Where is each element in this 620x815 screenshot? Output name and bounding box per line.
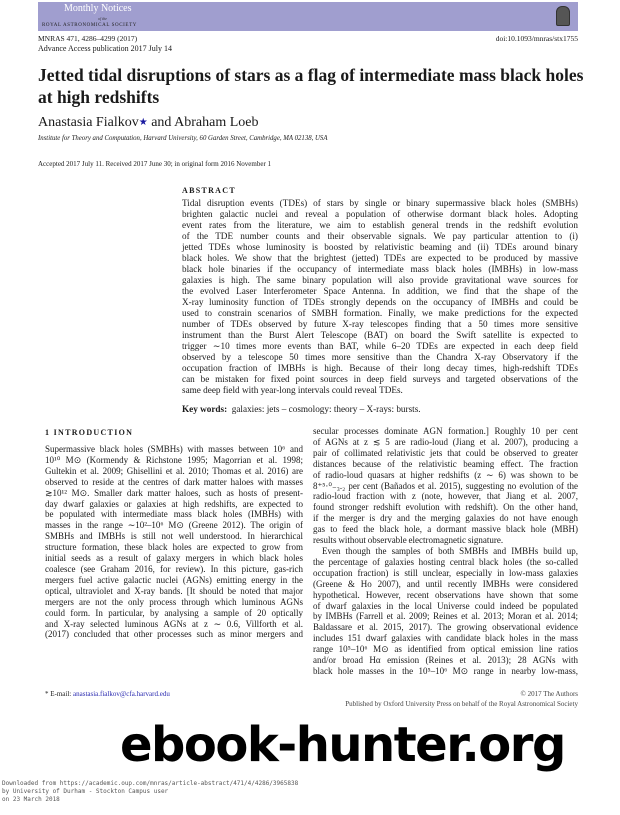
publisher-note: Published by Oxford University Press on behalf of the Royal Astronomical Society xyxy=(345,700,578,708)
text-line: pair of collimated relativistic jets that could be observed to greater xyxy=(313,447,578,458)
text-line: same deep field with year-long intervals could reveal TDEs. xyxy=(182,385,403,395)
text-line: 8⁺⁵·⁰₋₃.₂ per cent (Bañados et al. 2015), suggesting no evolution of the xyxy=(313,480,578,491)
text-line: day dwarf galaxies or galaxies at high redshifts, are expected to xyxy=(45,498,303,509)
abstract-heading: ABSTRACT xyxy=(182,186,236,195)
text-line: the evolved Laser Interferometer Space Antenna. In addition, we find that the shape of the xyxy=(182,286,578,296)
journal-name: Monthly Notices xyxy=(64,3,132,14)
author-2: and Abraham Loeb xyxy=(147,115,259,130)
footnote-label: * E-mail: xyxy=(45,690,73,698)
text-line: secular processes dominate AGN formation.] Roughly 10 per cent xyxy=(313,426,578,436)
text-line: black hole masses in the 10⁵–10⁶ M⊙ range in nearby low-mass, xyxy=(313,665,578,676)
text-line: initial seeds as a result of galaxy mergers in which black holes xyxy=(45,553,303,564)
text-line: ≳10¹² M⊙. Smaller dark matter haloes, such as hosts of present- xyxy=(45,487,303,498)
text-line: and X-ray selected luminous AGNs at z ∼ 0.6, Villforth et al. xyxy=(45,618,303,629)
author-1: Anastasia Fialkov xyxy=(38,115,139,130)
text-line: instrument than the Burst Alert Telescope (BAT) on board the Swift satellite is expected to xyxy=(182,330,578,340)
text-line: found stronger redshift evolution with redshift). On the other hand, xyxy=(313,502,578,513)
journal-of: of the xyxy=(98,16,107,21)
text-line: range 10⁵–10⁶ M⊙ as identified from optical emission line ratios xyxy=(313,644,578,655)
text-line: hypothetical. However, recent observations have shown that some xyxy=(313,589,578,600)
text-line: of dwarf galaxies in the local Universe could indeed be populated xyxy=(313,600,578,611)
text-line: of AGNs at z ≲ 5 are radio-loud (Jiang et al. 2007), producing a xyxy=(313,436,578,447)
text-line: of radio-loud quasars at higher redshifts (z ∼ 6) was shown to be xyxy=(313,469,578,480)
text-line: could form. In particular, by analysing a sample of 20 optically xyxy=(45,607,303,618)
text-line: X-ray luminosity function of TDEs strongly depends on the occupancy of IMBHs and could be xyxy=(182,297,578,307)
text-line: black hole binaries if the occupancy of intermediate mass black holes (IMBHs) in low-mass xyxy=(182,264,578,274)
text-line: mergers fuel active galactic nuclei (AGNs) emitting energy in the xyxy=(45,574,303,585)
text-line: trigger ∼10 times more events than BAT, while 6–20 TDEs are expected in each deep field xyxy=(182,341,578,351)
text-line: observed by a telescope 50 times more sensitive than the Chandra X-ray Observatory if the xyxy=(182,352,578,362)
text-line: masses in the range ∼10²–10⁶ M⊙ (Greene 2012). The origin of xyxy=(45,520,303,531)
text-line: the percentage of galaxies hosting central black holes (the so-called xyxy=(313,556,578,567)
text-line: coalesce (see Graham 2016, for review). In this picture, gas-rich xyxy=(45,563,303,574)
citation: MNRAS 471, 4286–4299 (2017) xyxy=(38,34,138,43)
watermark: ebook-hunter.org xyxy=(120,717,565,773)
affiliation: Institute for Theory and Computation, Harvard University, 60 Garden Street, Cambridge, MA 02138, USA xyxy=(38,135,328,142)
text-line: structure formation, these black holes are expected to grow from xyxy=(45,542,303,553)
text-line: gas to feed the black hole, a dormant massive black hole (MBH) xyxy=(313,524,578,535)
text-line: radio-loud fraction with z (note, however, that Jiang et al. 2007, xyxy=(313,491,578,502)
authors xyxy=(38,115,258,131)
footnote xyxy=(45,690,170,699)
text-line: if the merger is dry and the merging galaxies do not have enough xyxy=(313,513,578,524)
text-line: be populated with intermediate mass black holes (IMBHs) with xyxy=(45,509,303,520)
text-line: Gultekin et al. 2009; Ghisellini et al. 2010; Thomas et al. 2016) are xyxy=(45,465,303,476)
text-line: jetted TDEs whose luminosity is boosted by relativistic beaming and (ii) TDEs around binary xyxy=(182,242,578,252)
text-line: occupation fraction of IMBHs is high. Because of their long decay times, high-redshift TDEs xyxy=(182,363,578,373)
text-line: occupation fraction) is still unclear, especially in low-mass galaxies xyxy=(313,567,578,578)
copyright: © 2017 The Authors xyxy=(520,690,578,698)
text-line: black holes. We show that the brightest (jetted) TDEs are expected to be produced by massive xyxy=(182,253,578,263)
text-line: SMBHs and IMBHs is still not well understood. In hierarchical xyxy=(45,531,303,542)
text-line: Tidal disruption events (TDEs) of stars by single or binary supermassive black holes (SMBHs) xyxy=(182,198,578,208)
text-line: galaxies is high. The same binary population will also provide gravitational wave sources for xyxy=(182,275,578,285)
dates: Accepted 2017 July 11. Received 2017 June 30; in original form 2016 November 1 xyxy=(38,160,272,168)
text-line: Supermassive black holes (SMBHs) with masses between 10⁶ and xyxy=(45,444,303,454)
keywords-text: galaxies: jets – cosmology: theory – X-rays: bursts. xyxy=(231,404,421,414)
corresponding-star-icon[interactable]: ★ xyxy=(138,117,148,128)
text-line: and/or broad Hα emission (Reines et al. 2013); 28 AGNs with xyxy=(313,655,578,666)
text-line: Even though the samples of both SMBHs and IMBHs build up, xyxy=(322,545,578,556)
advance-access: Advance Access publication 2017 July 14 xyxy=(38,44,172,53)
society-crest-icon xyxy=(556,6,570,26)
keywords-label: Key words: xyxy=(182,404,228,414)
doi: doi:10.1093/mnras/stx1755 xyxy=(495,34,578,43)
text-line: of the TDE number counts and their observable signals. We pay particular attention to (i) xyxy=(182,231,578,241)
journal-banner xyxy=(38,2,578,31)
text-line: optical, ultraviolet and X-ray bands. [It should be noted that major xyxy=(45,585,303,596)
text-line: (2017) concluded that other processes such as minor mergers and xyxy=(45,629,303,640)
text-line: mergers are not the only process through which luminous AGNs xyxy=(45,596,303,607)
text-line: observed to reside at the centres of dark matter haloes with masses xyxy=(45,476,303,487)
section-heading: 1 INTRODUCTION xyxy=(45,428,134,437)
text-line: can be mistaken for fixed point sources in deep field surveys and targeted observations of the xyxy=(182,374,578,384)
text-line: (Greene & Ho 2007), and until recently IMBHs were considered xyxy=(313,578,578,589)
abstract-text xyxy=(182,198,578,396)
text-line: brighten galactic nuclei and reveal a population of otherwise dormant black holes. Adopting xyxy=(182,209,578,219)
society-name: ROYAL ASTRONOMICAL SOCIETY xyxy=(42,23,137,28)
text-line: distances because of the relativistic beaming effect. The fraction xyxy=(313,458,578,469)
email-link[interactable]: anastasia.fialkov@cfa.harvard.edu xyxy=(73,690,170,698)
left-column xyxy=(45,444,303,640)
text-line: includes 151 dwarf galaxies with candidate black holes in the mass xyxy=(313,633,578,644)
text-line: Baldassare et al. 2015, 2017). The growing observational evidence xyxy=(313,622,578,633)
text-line: number of TDEs observed by future X-ray telescopes finding that a 50 times more sensitive xyxy=(182,319,578,329)
text-line: 10¹⁰ M⊙ (Kormendy & Richstone 1995; Magorrian et al. 1998; xyxy=(45,454,303,465)
text-line: event rates from the literature, we aim to establish general trends in the redshift evolution xyxy=(182,220,578,230)
download-note: Downloaded from https://academic.oup.com/mnras/article-abstract/471/4/4286/3965838 by University of Durham - Stockton Campus user on 23 March 2018 xyxy=(2,780,299,803)
text-line: by IMBHs (Farrell et al. 2009; Reines et al. 2013; Moran et al. 2014; xyxy=(313,611,578,622)
keywords xyxy=(182,404,421,415)
text-line: results without observable electromagnetic signature. xyxy=(313,535,504,546)
paper-title: Jetted tidal disruptions of stars as a flag of intermediate mass black holes at high redshifts xyxy=(38,65,584,107)
text-line: used to constrain scenarios of SMBH formation. Finally, we make predictions for the expected xyxy=(182,308,578,318)
right-column xyxy=(313,426,578,677)
